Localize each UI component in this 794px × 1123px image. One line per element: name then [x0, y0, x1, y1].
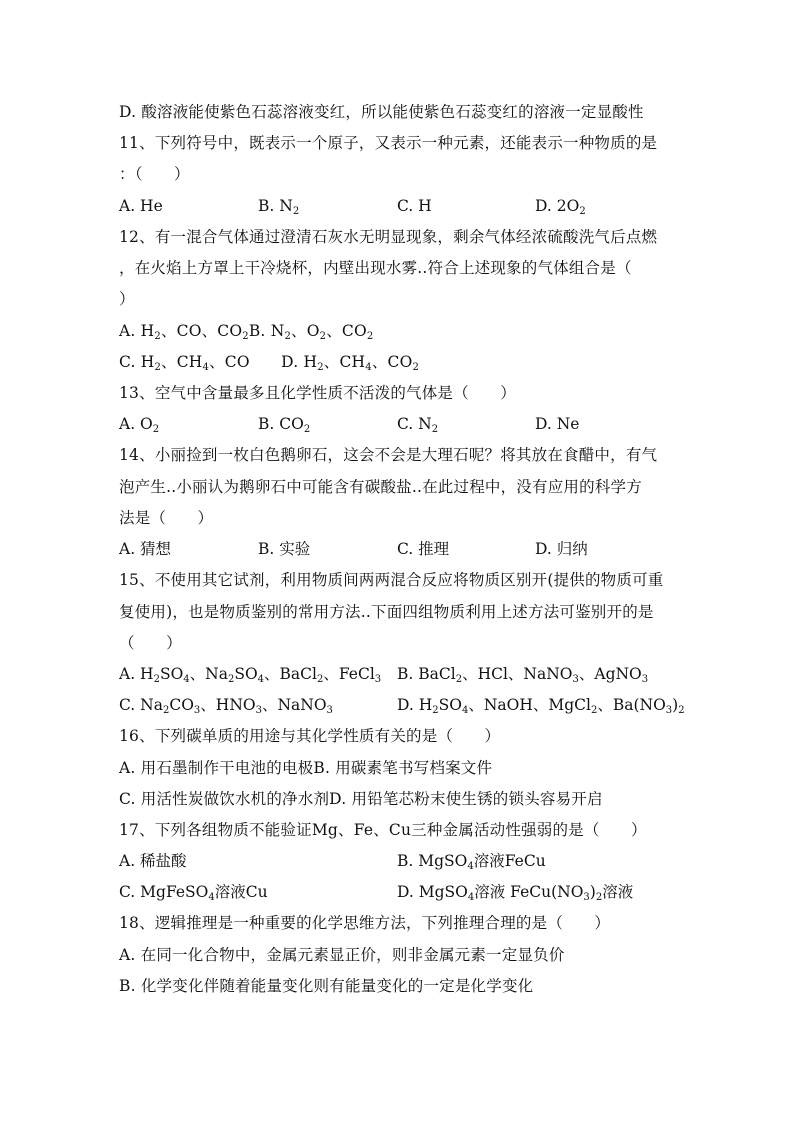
q15-option-d: D. $H_2SO_4$、NaOH、MgCl$_2$、$Ba(NO_3)_2$ — [397, 696, 685, 716]
q13-option-c: C. $N_2$ — [397, 415, 439, 435]
question-11: 11、下列符号中，既表示一个原子，又表示一种元素，还能表示一种物质的是 — [119, 134, 658, 152]
question-16: 16、下列碳单质的用途与其化学性质有关的是（ ） — [119, 727, 501, 745]
q17-option-d: D. MgSO$_4$溶液 $FeCu(NO_3)_2$溶液 — [397, 883, 634, 903]
option-d-q10: D. 酸溶液能使紫色石蕊溶液变红，所以能使紫色石蕊变红的溶液一定显酸性 — [119, 103, 644, 121]
q15-option-c: C. $Na_2CO_3$、$HNO_3$、NaNO$_3$ — [119, 696, 333, 716]
q14-option-a: A. 猜想 — [119, 540, 172, 558]
q14-option-d: D. 归纳 — [535, 540, 588, 558]
question-11-cont: ：（ ） — [119, 165, 190, 183]
q13-option-b: B. $CO_2$ — [258, 415, 311, 435]
question-13: 13、空气中含量最多且化学性质不活泼的气体是（ ） — [119, 384, 516, 402]
q15-option-a: A. $H_2SO_4$、$Na_2SO_4$、BaCl$_2$、FeCl$_3$ — [119, 665, 382, 685]
question-15: 15、不使用其它试剂，利用物质间两两混合反应将物质区别开(提供的物质可重 — [119, 571, 664, 589]
q17-option-c: C. MgFeSO$_4$溶液Cu — [119, 883, 268, 903]
question-17: 17、下列各组物质不能验证Mg、Fe、Cu三种金属活动性强弱的是（ ） — [119, 821, 647, 839]
q14-option-c: C. 推理 — [397, 540, 450, 558]
q11-option-d: D. $2O_2$ — [535, 197, 586, 217]
question-14-cont2: 法是（ ） — [119, 509, 214, 527]
question-12-cont2: ） — [119, 290, 135, 308]
q17-option-b: B. MgSO$_4$溶液FeCu — [397, 852, 546, 872]
q15-option-b: B. BaCl$_2$、HCl、NaNO$_3$、AgNO$_3$ — [397, 665, 649, 685]
question-12-cont: ，在火焰上方罩上干冷烧杯，内壁出现水雾..符合上述现象的气体组合是（ — [119, 259, 632, 277]
q14-option-b: B. 实验 — [258, 540, 311, 558]
q16-options-cd: C. 用活性炭做饮水机的净水剂D. 用铅笔芯粉末使生锈的锁头容易开启 — [119, 790, 603, 808]
question-14: 14、小丽捡到一枚白色鹅卵石，这会不会是大理石呢？将其放在食醋中，有气 — [119, 446, 658, 464]
question-12: 12、有一混合气体通过澄清石灰水无明显现象，剩余气体经浓硫酸洗气后点燃 — [119, 228, 658, 246]
q11-option-c: C. H — [397, 197, 432, 215]
q12-options-cd: C. $H_2$、$CH_4$、CO D. $H_2$、$CH_4$、$CO_2$ — [119, 353, 420, 373]
q18-option-b: B. 化学变化伴随着能量变化则有能量变化的一定是化学变化 — [119, 977, 534, 995]
question-14-cont: 泡产生..小丽认为鹅卵石中可能含有碳酸盐..在此过程中，没有应用的科学方 — [119, 478, 642, 496]
q12-options-ab: A. $H_2$、CO、$CO_2B$. $N_2$、$O_2$、$CO_2$ — [119, 322, 374, 342]
question-18: 18、逻辑推理是一种重要的化学思维方法，下列推理合理的是（ ） — [119, 914, 611, 932]
q16-options-ab: A. 用石墨制作干电池的电极B. 用碳素笔书写档案文件 — [119, 759, 493, 777]
q11-option-b: B. $N_2$ — [258, 197, 300, 217]
q13-option-d: D. Ne — [535, 415, 580, 433]
q17-option-a: A. 稀盐酸 — [119, 852, 187, 870]
question-15-cont: 复使用)，也是物质鉴别的常用方法..下面四组物质利用上述方法可鉴别开的是 — [119, 603, 654, 621]
q18-option-a: A. 在同一化合物中，金属元素显正价，则非金属元素一定显负价 — [119, 946, 565, 964]
q13-option-a: A. $O_2$ — [119, 415, 160, 435]
q11-option-a: A. He — [119, 197, 163, 215]
question-15-cont2: （ ） — [119, 634, 182, 652]
